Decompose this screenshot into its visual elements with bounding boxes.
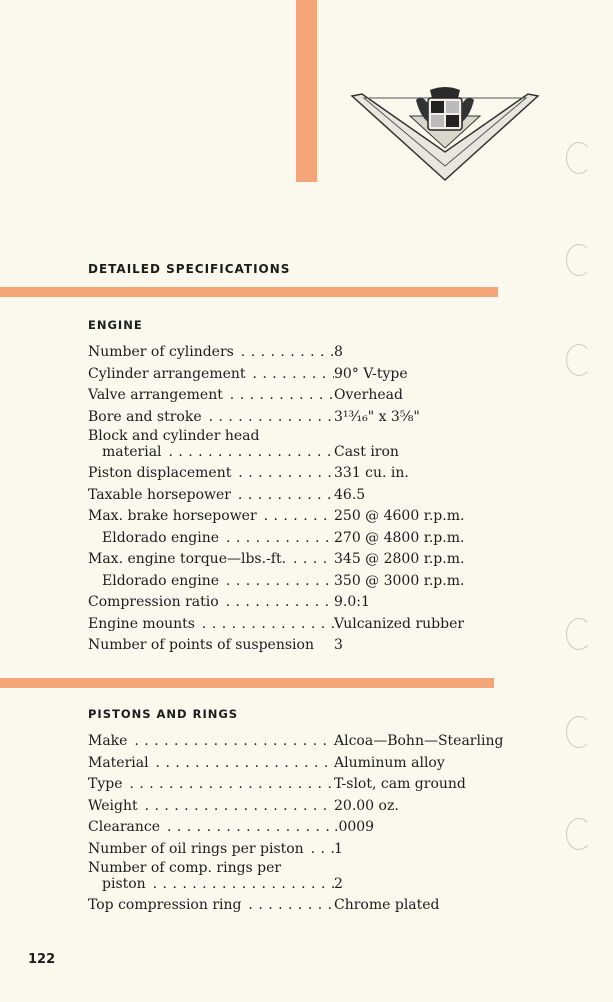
spec-label: Top compression ring	[88, 897, 242, 913]
spec-label-line2: piston	[102, 876, 146, 892]
spec-row	[88, 385, 464, 407]
binder-hole	[566, 344, 592, 376]
spec-value: 331 cu. in.	[334, 465, 409, 481]
spec-row	[88, 753, 503, 775]
spec-value: 20.00 oz.	[334, 797, 399, 814]
spec-label: Clearance	[88, 819, 161, 835]
spec-label: Type	[88, 776, 123, 792]
spec-label: Eldorado engine	[102, 572, 220, 589]
spec-row	[88, 528, 464, 550]
spec-row	[88, 860, 503, 895]
spec-row	[88, 817, 503, 839]
engine-heading: ENGINE	[88, 318, 143, 332]
spec-value: Alcoa—Bohn—Stearling	[334, 733, 504, 749]
spec-label: Number of cylinders	[88, 344, 234, 360]
spec-label: Cylinder arrangement	[88, 365, 246, 382]
spec-value: 250 @ 4600 r.p.m.	[334, 508, 465, 524]
binder-hole	[566, 716, 592, 748]
spec-label: Max. brake horsepower	[88, 508, 257, 524]
spec-row	[88, 506, 464, 528]
spec-label-line2: material	[102, 444, 162, 460]
spec-value: Overhead	[334, 387, 403, 403]
spec-label: Number of oil rings per piston	[88, 840, 304, 857]
pistons-spec-list	[88, 731, 503, 917]
spec-value: 46.5	[334, 486, 366, 503]
spec-row	[88, 407, 464, 429]
spec-value: 345 @ 2800 r.p.m.	[334, 551, 465, 567]
spec-row	[88, 549, 464, 571]
spec-value: T-slot, cam ground	[334, 776, 466, 792]
spec-label: Piston displacement	[88, 465, 232, 481]
engine-spec-list	[88, 342, 464, 657]
spec-label: Compression ratio	[88, 594, 219, 610]
orange-tab-bar	[296, 0, 317, 182]
spec-value: 3	[334, 637, 343, 653]
spec-label-line1: Number of comp. rings per	[88, 860, 282, 876]
spec-value: 3¹³⁄₁₆" x 3⅝"	[334, 408, 420, 425]
spec-value: 350 @ 3000 r.p.m.	[334, 572, 465, 589]
spec-value: 2	[334, 875, 343, 892]
section-title: DETAILED SPECIFICATIONS	[88, 262, 291, 276]
spec-value: Cast iron	[334, 443, 399, 460]
spec-row	[88, 895, 503, 917]
spec-row	[88, 839, 503, 861]
spec-row	[88, 485, 464, 507]
spec-value: Chrome plated	[334, 897, 440, 913]
spec-label-line1: Block and cylinder head	[88, 428, 260, 444]
pistons-heading: PISTONS AND RINGS	[88, 707, 239, 721]
spec-row	[88, 571, 464, 593]
spec-label: Number of points of suspension	[88, 637, 314, 653]
spec-row	[88, 635, 464, 657]
spec-row	[88, 592, 464, 614]
spec-value: 1	[334, 840, 343, 857]
spec-row	[88, 731, 503, 753]
spec-value: 270 @ 4800 r.p.m.	[334, 529, 465, 546]
spec-label: Material	[88, 754, 149, 771]
spec-label: Max. engine torque—lbs.-ft.	[88, 551, 287, 567]
binder-hole	[566, 818, 592, 850]
spec-label: Eldorado engine	[102, 529, 220, 546]
spec-value: 90° V-type	[334, 365, 408, 382]
page-number: 122	[28, 952, 56, 967]
spec-value: Aluminum alloy	[334, 754, 445, 771]
spec-value: .0009	[334, 819, 375, 835]
spec-value: Vulcanized rubber	[334, 615, 465, 632]
spec-label: Bore and stroke	[88, 408, 202, 425]
spec-value: 8	[334, 344, 343, 360]
spec-label: Taxable horsepower	[88, 486, 231, 503]
spec-row	[88, 428, 464, 463]
spec-label: Make	[88, 733, 128, 749]
binder-hole	[566, 244, 592, 276]
spec-row	[88, 774, 503, 796]
cadillac-v-crest-icon	[350, 86, 540, 182]
spec-row	[88, 463, 464, 485]
binder-hole	[566, 142, 592, 174]
spec-value: 9.0:1	[334, 594, 370, 610]
spec-row	[88, 364, 464, 386]
spec-label: Valve arrangement	[88, 387, 223, 403]
spec-row	[88, 614, 464, 636]
spec-row	[88, 342, 464, 364]
spec-label: Weight	[88, 797, 138, 814]
section-rule	[0, 678, 494, 688]
spec-row	[88, 796, 503, 818]
section-rule	[0, 287, 498, 297]
spec-label: Engine mounts	[88, 615, 195, 632]
binder-hole	[566, 618, 592, 650]
